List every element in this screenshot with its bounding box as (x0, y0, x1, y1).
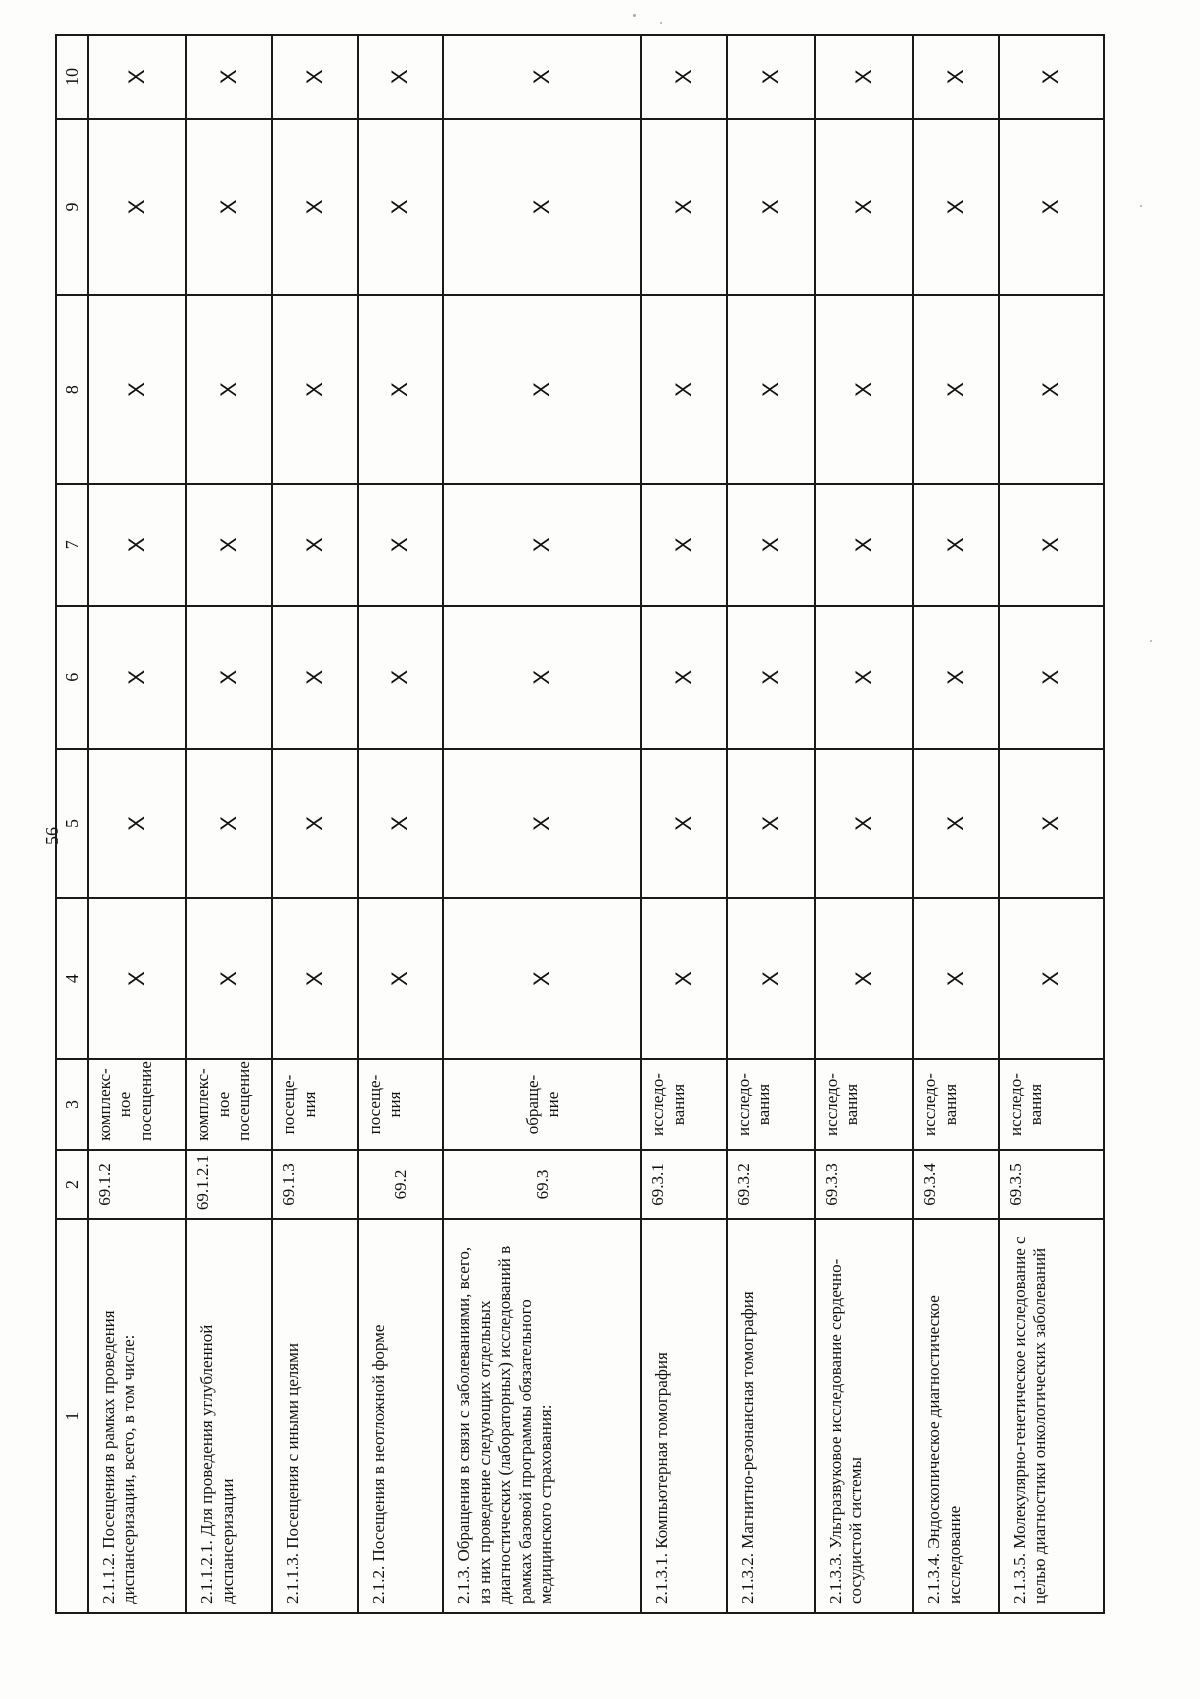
row-value: X (999, 749, 1104, 898)
row-code: 69.3.2 (727, 1150, 815, 1219)
row-value: X (88, 484, 186, 606)
row-value: X (815, 484, 913, 606)
row-value: X (272, 898, 358, 1059)
data-table (55, 34, 1105, 1614)
table-row (272, 35, 358, 1613)
row-name: 2.1.3.3. Ультразвуковое исследование сердечно-сосудистой системы (815, 1219, 913, 1613)
row-value: X (88, 749, 186, 898)
row-value: X (443, 606, 641, 749)
column-header: 6 (56, 606, 88, 749)
row-name: 2.1.3.1. Компьютерная томография (641, 1219, 727, 1613)
row-value: X (641, 898, 727, 1059)
row-code: 69.1.3 (272, 1150, 358, 1219)
row-value: X (358, 749, 444, 898)
table-row (815, 35, 913, 1613)
row-name: 2.1.3.5. Молекулярно-генетическое исследование с целью диагностики онкологических заболеваний (999, 1219, 1104, 1613)
row-value: X (641, 749, 727, 898)
row-value: X (727, 484, 815, 606)
row-value: X (641, 295, 727, 484)
row-value: X (913, 484, 999, 606)
table-row (358, 35, 444, 1613)
header-row (56, 35, 88, 1613)
scan-speck (1140, 205, 1142, 207)
row-value: X (443, 295, 641, 484)
row-code: 69.3.3 (815, 1150, 913, 1219)
table-row (88, 35, 186, 1613)
row-value: X (358, 606, 444, 749)
row-value: X (999, 606, 1104, 749)
column-header: 1 (56, 1219, 88, 1613)
row-value: X (913, 749, 999, 898)
row-name: 2.1.2. Посещения в неотложной форме (358, 1219, 444, 1613)
row-unit: исследо-вания (727, 1059, 815, 1150)
row-value: X (358, 295, 444, 484)
row-value: X (815, 35, 913, 119)
row-value: X (186, 484, 272, 606)
table-row (186, 35, 272, 1613)
table-row (999, 35, 1104, 1613)
row-value: X (815, 606, 913, 749)
table-row (641, 35, 727, 1613)
row-value: X (999, 295, 1104, 484)
row-value: X (358, 484, 444, 606)
row-value: X (815, 749, 913, 898)
row-value: X (272, 606, 358, 749)
row-value: X (727, 749, 815, 898)
row-value: X (641, 484, 727, 606)
row-name: 2.1.3.4. Эндоскопическое диагностическое исследование (913, 1219, 999, 1613)
scan-speck (1150, 640, 1152, 642)
row-unit: посеще-ния (358, 1059, 444, 1150)
row-value: X (186, 749, 272, 898)
row-value: X (443, 119, 641, 296)
table-container (55, 34, 1105, 1614)
column-header: 9 (56, 119, 88, 296)
row-value: X (272, 484, 358, 606)
row-name: 2.1.3. Обращения в связи с заболеваниями, всего, из них проведение следующих отдельных диагностических (лабораторных) исследований в рамках базовой программы обязательного медицинского страхования: (443, 1219, 641, 1613)
row-value: X (815, 898, 913, 1059)
row-value: X (815, 119, 913, 296)
row-value: X (186, 898, 272, 1059)
row-name: 2.1.3.2. Магнитно-резонансная томография (727, 1219, 815, 1613)
row-value: X (727, 119, 815, 296)
row-unit: комплекс-ное посещение (88, 1059, 186, 1150)
row-code: 69.3.1 (641, 1150, 727, 1219)
row-value: X (727, 295, 815, 484)
row-value: X (443, 35, 641, 119)
table-row (443, 35, 641, 1613)
row-value: X (88, 35, 186, 119)
row-value: X (272, 35, 358, 119)
column-header: 2 (56, 1150, 88, 1219)
row-value: X (727, 606, 815, 749)
column-header: 3 (56, 1059, 88, 1150)
row-name: 2.1.1.3. Посещения с иными целями (272, 1219, 358, 1613)
column-header: 8 (56, 295, 88, 484)
row-unit: комплекс-ное посещение (186, 1059, 272, 1150)
row-value: X (999, 484, 1104, 606)
row-code: 69.1.2 (88, 1150, 186, 1219)
row-value: X (272, 119, 358, 296)
row-value: X (815, 295, 913, 484)
row-unit: исследо-вания (815, 1059, 913, 1150)
row-value: X (727, 898, 815, 1059)
row-value: X (358, 35, 444, 119)
row-code: 69.3.4 (913, 1150, 999, 1219)
row-value: X (641, 35, 727, 119)
row-unit: исследо-вания (641, 1059, 727, 1150)
scan-speck (633, 14, 636, 17)
row-value: X (641, 119, 727, 296)
row-code: 69.3 (443, 1150, 641, 1219)
row-value: X (727, 35, 815, 119)
row-unit: обраще-ние (443, 1059, 641, 1150)
row-value: X (913, 119, 999, 296)
row-value: X (913, 898, 999, 1059)
column-header: 7 (56, 484, 88, 606)
row-value: X (999, 35, 1104, 119)
table-row (913, 35, 999, 1613)
row-value: X (358, 898, 444, 1059)
row-name: 2.1.1.2.1. Для проведения углубленной диспансеризации (186, 1219, 272, 1613)
row-value: X (88, 119, 186, 296)
row-value: X (186, 606, 272, 749)
row-unit: исследо-вания (913, 1059, 999, 1150)
column-header: 10 (56, 35, 88, 119)
row-value: X (186, 35, 272, 119)
row-value: X (358, 119, 444, 296)
row-unit: исследо-вания (999, 1059, 1104, 1150)
row-value: X (443, 484, 641, 606)
column-header: 5 (56, 749, 88, 898)
row-value: X (913, 35, 999, 119)
row-value: X (186, 295, 272, 484)
row-value: X (272, 749, 358, 898)
row-value: X (88, 295, 186, 484)
row-value: X (186, 119, 272, 296)
row-value: X (443, 898, 641, 1059)
row-value: X (913, 606, 999, 749)
table-row (727, 35, 815, 1613)
row-value: X (913, 295, 999, 484)
page-number: 56 (42, 827, 62, 845)
row-value: X (443, 749, 641, 898)
row-code: 69.3.5 (999, 1150, 1104, 1219)
row-value: X (272, 295, 358, 484)
row-value: X (88, 898, 186, 1059)
row-code: 69.1.2.1 (186, 1150, 272, 1219)
row-name: 2.1.1.2. Посещения в рамках проведения диспансеризации, всего, в том числе: (88, 1219, 186, 1613)
row-value: X (641, 606, 727, 749)
row-value: X (999, 898, 1104, 1059)
row-unit: посеще-ния (272, 1059, 358, 1150)
row-value: X (88, 606, 186, 749)
column-header: 4 (56, 898, 88, 1059)
row-code: 69.2 (358, 1150, 444, 1219)
row-value: X (999, 119, 1104, 296)
scan-speck (660, 22, 662, 24)
